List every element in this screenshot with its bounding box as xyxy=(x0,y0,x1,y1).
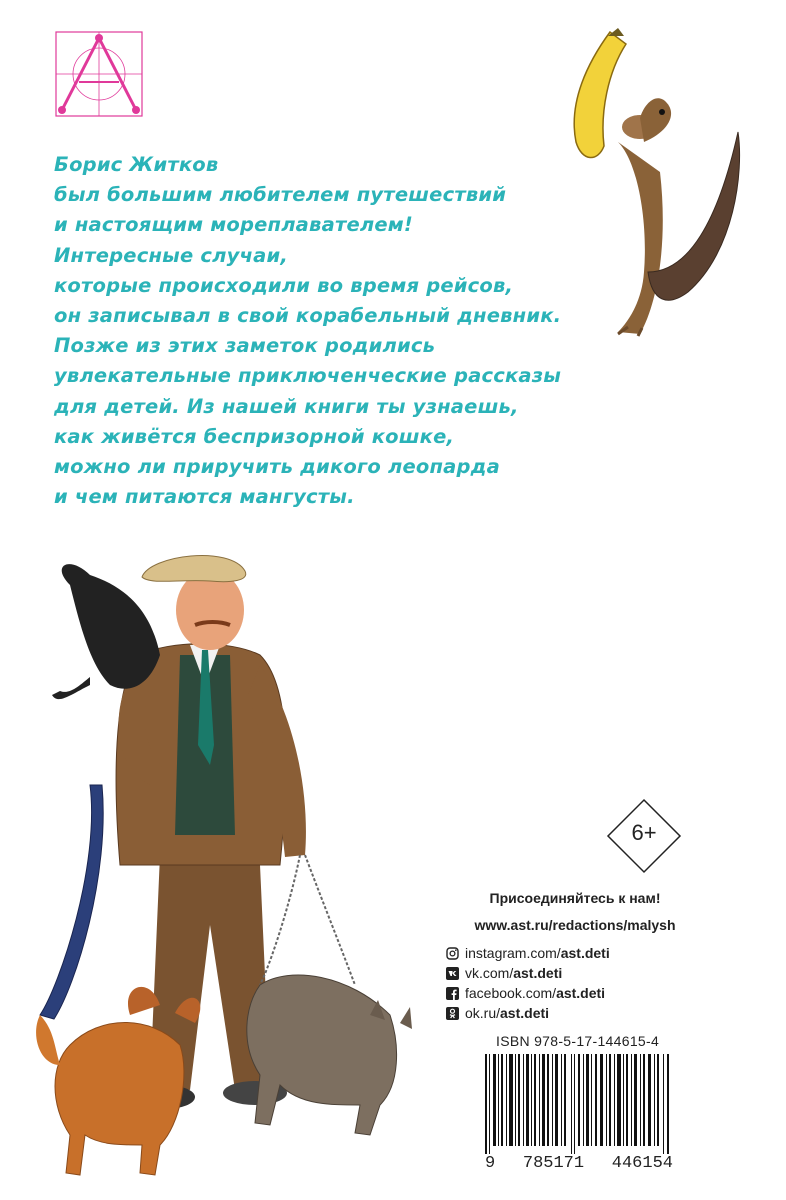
blurb-line: которые происходили во время рейсов, xyxy=(54,273,514,297)
website-link[interactable]: www.ast.ru/redactions/malysh xyxy=(474,917,676,933)
odnoklassniki-icon xyxy=(446,1007,459,1020)
barcode-number xyxy=(485,1154,673,1173)
mongoose-banana-illustration xyxy=(548,22,748,342)
social-prefix: facebook.com/ xyxy=(465,985,557,1001)
blurb-line: Позже из этих заметок родились xyxy=(54,334,436,358)
social-handle: ast.deti xyxy=(500,1005,550,1021)
blurb-line: Интересные случаи, xyxy=(54,243,288,267)
publisher-logo xyxy=(54,30,144,118)
social-link-vk[interactable] xyxy=(446,963,610,983)
blurb-line: и настоящим мореплавателем! xyxy=(54,213,414,237)
social-links xyxy=(446,943,610,1023)
blurb-line: он записывал в свой корабельный дневник. xyxy=(54,304,562,328)
blurb-line: был большим любителем путешествий xyxy=(54,183,507,207)
vk-icon xyxy=(446,967,459,980)
isbn-text: ISBN 978-5-17-144615-4 xyxy=(496,1033,660,1049)
barcode-digit-group: 785171 xyxy=(522,1154,585,1173)
instagram-icon xyxy=(446,947,459,960)
join-us-text: Присоединяйтесь к нам! xyxy=(489,890,661,906)
barcode xyxy=(485,1054,673,1154)
blurb-line: увлекательные приключенческие рассказы xyxy=(54,364,562,388)
man-with-animals-illustration xyxy=(30,545,450,1185)
social-handle: ast.deti xyxy=(560,945,610,961)
social-handle: ast.deti xyxy=(556,985,606,1001)
blurb-line: для детей. Из нашей книги ты узнаешь, xyxy=(54,394,519,418)
social-prefix: ok.ru/ xyxy=(465,1005,501,1021)
blurb-line: Борис Житков xyxy=(54,153,219,176)
social-prefix: vk.com/ xyxy=(465,965,514,981)
blurb-line: можно ли приручить дикого леопарда xyxy=(54,455,500,479)
facebook-icon xyxy=(446,987,459,1000)
social-link-instagram[interactable] xyxy=(446,943,610,963)
barcode-digit-group: 9 xyxy=(485,1154,496,1173)
blurb-line: как живётся беспризорной кошке, xyxy=(54,424,455,448)
book-description xyxy=(54,150,594,512)
social-link-ok[interactable] xyxy=(446,1003,610,1023)
barcode-digit-group: 446154 xyxy=(611,1154,673,1173)
social-link-facebook[interactable] xyxy=(446,983,610,1003)
social-prefix: instagram.com/ xyxy=(465,945,561,961)
blurb-line: и чем питаются мангусты. xyxy=(54,485,355,509)
social-handle: ast.deti xyxy=(513,965,563,981)
age-rating-text: 6+ xyxy=(631,820,657,845)
